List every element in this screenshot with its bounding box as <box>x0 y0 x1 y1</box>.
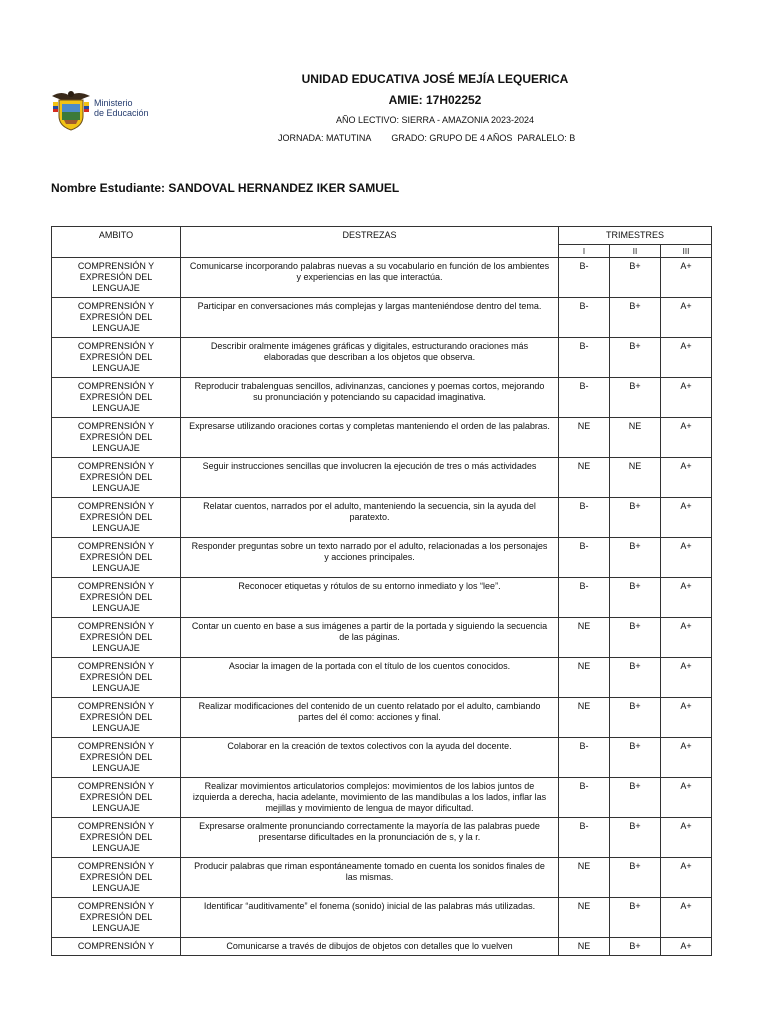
grade-trimestre-2: B+ <box>610 578 661 618</box>
grade-trimestre-1: NE <box>559 658 610 698</box>
grade-trimestre-1: B- <box>559 778 610 818</box>
destreza-cell: Realizar movimientos articulatorios complejos: movimientos de los labios juntos de izquierda a derecha, hacia adelante, movimiento de las mandíbulas a los lados, inflar las mejillas y movimiento de lengua de mayor dificultad. <box>181 778 559 818</box>
table-row <box>52 378 712 418</box>
grade-trimestre-3: A+ <box>661 858 712 898</box>
table-row <box>52 858 712 898</box>
ambito-cell: COMPRENSIÓN Y EXPRESIÓN DEL LENGUAJE <box>52 538 181 578</box>
grade-trimestre-1: NE <box>559 858 610 898</box>
header-trimestre-3: III <box>661 245 712 258</box>
ambito-cell: COMPRENSIÓN Y EXPRESIÓN DEL LENGUAJE <box>52 778 181 818</box>
grade-trimestre-1: B- <box>559 498 610 538</box>
grade-trimestre-3: A+ <box>661 498 712 538</box>
grade-trimestre-2: B+ <box>610 698 661 738</box>
grade-trimestre-3: A+ <box>661 418 712 458</box>
grade-trimestre-3: A+ <box>661 578 712 618</box>
grade-trimestre-1: B- <box>559 738 610 778</box>
destreza-cell: Reproducir trabalenguas sencillos, adivinanzas, canciones y poemas cortos, mejorando su pronunciación y potenciando su capacidad imaginativa. <box>181 378 559 418</box>
grade-trimestre-1: B- <box>559 578 610 618</box>
grade-trimestre-3: A+ <box>661 258 712 298</box>
grade-trimestre-2: B+ <box>610 298 661 338</box>
table-row <box>52 738 712 778</box>
grade-trimestre-3: A+ <box>661 698 712 738</box>
ambito-cell: COMPRENSIÓN Y EXPRESIÓN DEL LENGUAJE <box>52 698 181 738</box>
ambito-cell: COMPRENSIÓN Y EXPRESIÓN DEL LENGUAJE <box>52 618 181 658</box>
table-row <box>52 258 712 298</box>
ambito-cell: COMPRENSIÓN Y EXPRESIÓN DEL LENGUAJE <box>52 378 181 418</box>
table-row <box>52 458 712 498</box>
grade-trimestre-2: B+ <box>610 258 661 298</box>
ministry-name-line1: Ministerio <box>94 98 133 108</box>
grade-trimestre-2: NE <box>610 458 661 498</box>
grade-trimestre-3: A+ <box>661 778 712 818</box>
grade-trimestre-2: B+ <box>610 658 661 698</box>
grade-trimestre-3: A+ <box>661 618 712 658</box>
ambito-cell: COMPRENSIÓN Y EXPRESIÓN DEL LENGUAJE <box>52 858 181 898</box>
destreza-cell: Expresarse oralmente pronunciando correctamente la mayoría de las palabras puede presentarse dificultades en la pronunciación de s, y la r. <box>181 818 559 858</box>
table-row <box>52 338 712 378</box>
destreza-cell: Responder preguntas sobre un texto narrado por el adulto, relacionadas a los personajes y acciones principales. <box>181 538 559 578</box>
table-row <box>52 498 712 538</box>
grade-trimestre-2: B+ <box>610 538 661 578</box>
schedule-info <box>278 133 575 143</box>
jornada-label: JORNADA: MATUTINA <box>278 133 372 143</box>
grade-trimestre-2: B+ <box>610 938 661 956</box>
destreza-cell: Colaborar en la creación de textos colectivos con la ayuda del docente. <box>181 738 559 778</box>
grade-trimestre-1: B- <box>559 338 610 378</box>
grade-trimestre-2: B+ <box>610 778 661 818</box>
header-trimestres: TRIMESTRES <box>559 227 712 245</box>
grade-trimestre-1: NE <box>559 938 610 956</box>
table-row <box>52 818 712 858</box>
table-row <box>52 578 712 618</box>
grade-trimestre-3: A+ <box>661 898 712 938</box>
ambito-cell: COMPRENSIÓN Y EXPRESIÓN DEL LENGUAJE <box>52 298 181 338</box>
student-name: Nombre Estudiante: SANDOVAL HERNANDEZ IKER SAMUEL <box>51 181 400 195</box>
grade-trimestre-3: A+ <box>661 458 712 498</box>
table-row <box>52 658 712 698</box>
ambito-cell: COMPRENSIÓN Y EXPRESIÓN DEL LENGUAJE <box>52 818 181 858</box>
grade-trimestre-2: B+ <box>610 618 661 658</box>
table-row <box>52 538 712 578</box>
grade-trimestre-1: B- <box>559 298 610 338</box>
header-trimestre-1: I <box>559 245 610 258</box>
grade-trimestre-1: B- <box>559 378 610 418</box>
destreza-cell: Describir oralmente imágenes gráficas y digitales, estructurando oraciones más elaboradas que describan a los objetos que observa. <box>181 338 559 378</box>
ambito-cell: COMPRENSIÓN Y EXPRESIÓN DEL LENGUAJE <box>52 738 181 778</box>
grado-label: GRADO: GRUPO DE 4 AÑOS PARALELO: B <box>391 133 576 143</box>
ministry-name-line2: de Educación <box>94 108 149 118</box>
table-row <box>52 298 712 338</box>
destreza-cell: Relatar cuentos, narrados por el adulto, manteniendo la secuencia, sin la ayuda del paratexto. <box>181 498 559 538</box>
grade-trimestre-1: B- <box>559 258 610 298</box>
ambito-cell: COMPRENSIÓN Y EXPRESIÓN DEL LENGUAJE <box>52 898 181 938</box>
grade-trimestre-1: NE <box>559 698 610 738</box>
grade-trimestre-3: A+ <box>661 938 712 956</box>
grade-trimestre-3: A+ <box>661 818 712 858</box>
grade-trimestre-2: B+ <box>610 898 661 938</box>
amie-code: AMIE: 17H02252 <box>388 93 482 107</box>
school-name: UNIDAD EDUCATIVA JOSÉ MEJÍA LEQUERICA <box>301 72 569 86</box>
table-row <box>52 618 712 658</box>
ambito-cell: COMPRENSIÓN Y EXPRESIÓN DEL LENGUAJE <box>52 338 181 378</box>
grade-trimestre-2: B+ <box>610 858 661 898</box>
grade-trimestre-2: B+ <box>610 738 661 778</box>
header-ambito: AMBITO <box>52 227 181 258</box>
grade-trimestre-1: NE <box>559 418 610 458</box>
destreza-cell: Asociar la imagen de la portada con el título de los cuentos conocidos. <box>181 658 559 698</box>
header-trimestre-2: II <box>610 245 661 258</box>
grade-trimestre-2: B+ <box>610 818 661 858</box>
destreza-cell: Identificar “auditivamente” el fonema (sonido) inicial de las palabras más utilizadas. <box>181 898 559 938</box>
destreza-cell: Comunicarse a través de dibujos de objetos con detalles que lo vuelven <box>181 938 559 956</box>
ambito-cell: COMPRENSIÓN Y <box>52 938 181 956</box>
ambito-cell: COMPRENSIÓN Y EXPRESIÓN DEL LENGUAJE <box>52 658 181 698</box>
evaluation-table <box>51 226 712 956</box>
ambito-cell: COMPRENSIÓN Y EXPRESIÓN DEL LENGUAJE <box>52 578 181 618</box>
destreza-cell: Reconocer etiquetas y rótulos de su entorno inmediato y los “lee”. <box>181 578 559 618</box>
destreza-cell: Producir palabras que riman espontáneamente tomado en cuenta los sonidos finales de las mismas. <box>181 858 559 898</box>
grade-trimestre-1: B- <box>559 818 610 858</box>
table-row <box>52 778 712 818</box>
grade-trimestre-3: A+ <box>661 338 712 378</box>
destreza-cell: Realizar modificaciones del contenido de un cuento relatado por el adulto, cambiando partes del él como: acciones y final. <box>181 698 559 738</box>
ambito-cell: COMPRENSIÓN Y EXPRESIÓN DEL LENGUAJE <box>52 498 181 538</box>
destreza-cell: Participar en conversaciones más complejas y largas manteniéndose dentro del tema. <box>181 298 559 338</box>
destreza-cell: Expresarse utilizando oraciones cortas y completas manteniendo el orden de las palabras. <box>181 418 559 458</box>
destreza-cell: Seguir instrucciones sencillas que involucren la ejecución de tres o más actividades <box>181 458 559 498</box>
grade-trimestre-1: NE <box>559 898 610 938</box>
grade-trimestre-2: NE <box>610 418 661 458</box>
destreza-cell: Comunicarse incorporando palabras nuevas a su vocabulario en función de los ambientes y experiencias en las que interactúa. <box>181 258 559 298</box>
grade-trimestre-1: NE <box>559 618 610 658</box>
grade-trimestre-2: B+ <box>610 378 661 418</box>
ambito-cell: COMPRENSIÓN Y EXPRESIÓN DEL LENGUAJE <box>52 258 181 298</box>
table-row <box>52 698 712 738</box>
grade-trimestre-2: B+ <box>610 338 661 378</box>
grade-trimestre-1: B- <box>559 538 610 578</box>
ambito-cell: COMPRENSIÓN Y EXPRESIÓN DEL LENGUAJE <box>52 418 181 458</box>
grade-trimestre-3: A+ <box>661 538 712 578</box>
table-row <box>52 898 712 938</box>
table-row <box>52 938 712 956</box>
grade-trimestre-1: NE <box>559 458 610 498</box>
grade-trimestre-3: A+ <box>661 738 712 778</box>
grade-trimestre-3: A+ <box>661 298 712 338</box>
grade-trimestre-3: A+ <box>661 658 712 698</box>
header-destrezas: DESTREZAS <box>181 227 559 258</box>
grade-trimestre-2: B+ <box>610 498 661 538</box>
ambito-cell: COMPRENSIÓN Y EXPRESIÓN DEL LENGUAJE <box>52 458 181 498</box>
destreza-cell: Contar un cuento en base a sus imágenes a partir de la portada y siguiendo la secuencia de las páginas. <box>181 618 559 658</box>
table-row <box>52 418 712 458</box>
grade-trimestre-3: A+ <box>661 378 712 418</box>
school-year: AÑO LECTIVO: SIERRA - AMAZONIA 2023-2024 <box>335 115 535 125</box>
